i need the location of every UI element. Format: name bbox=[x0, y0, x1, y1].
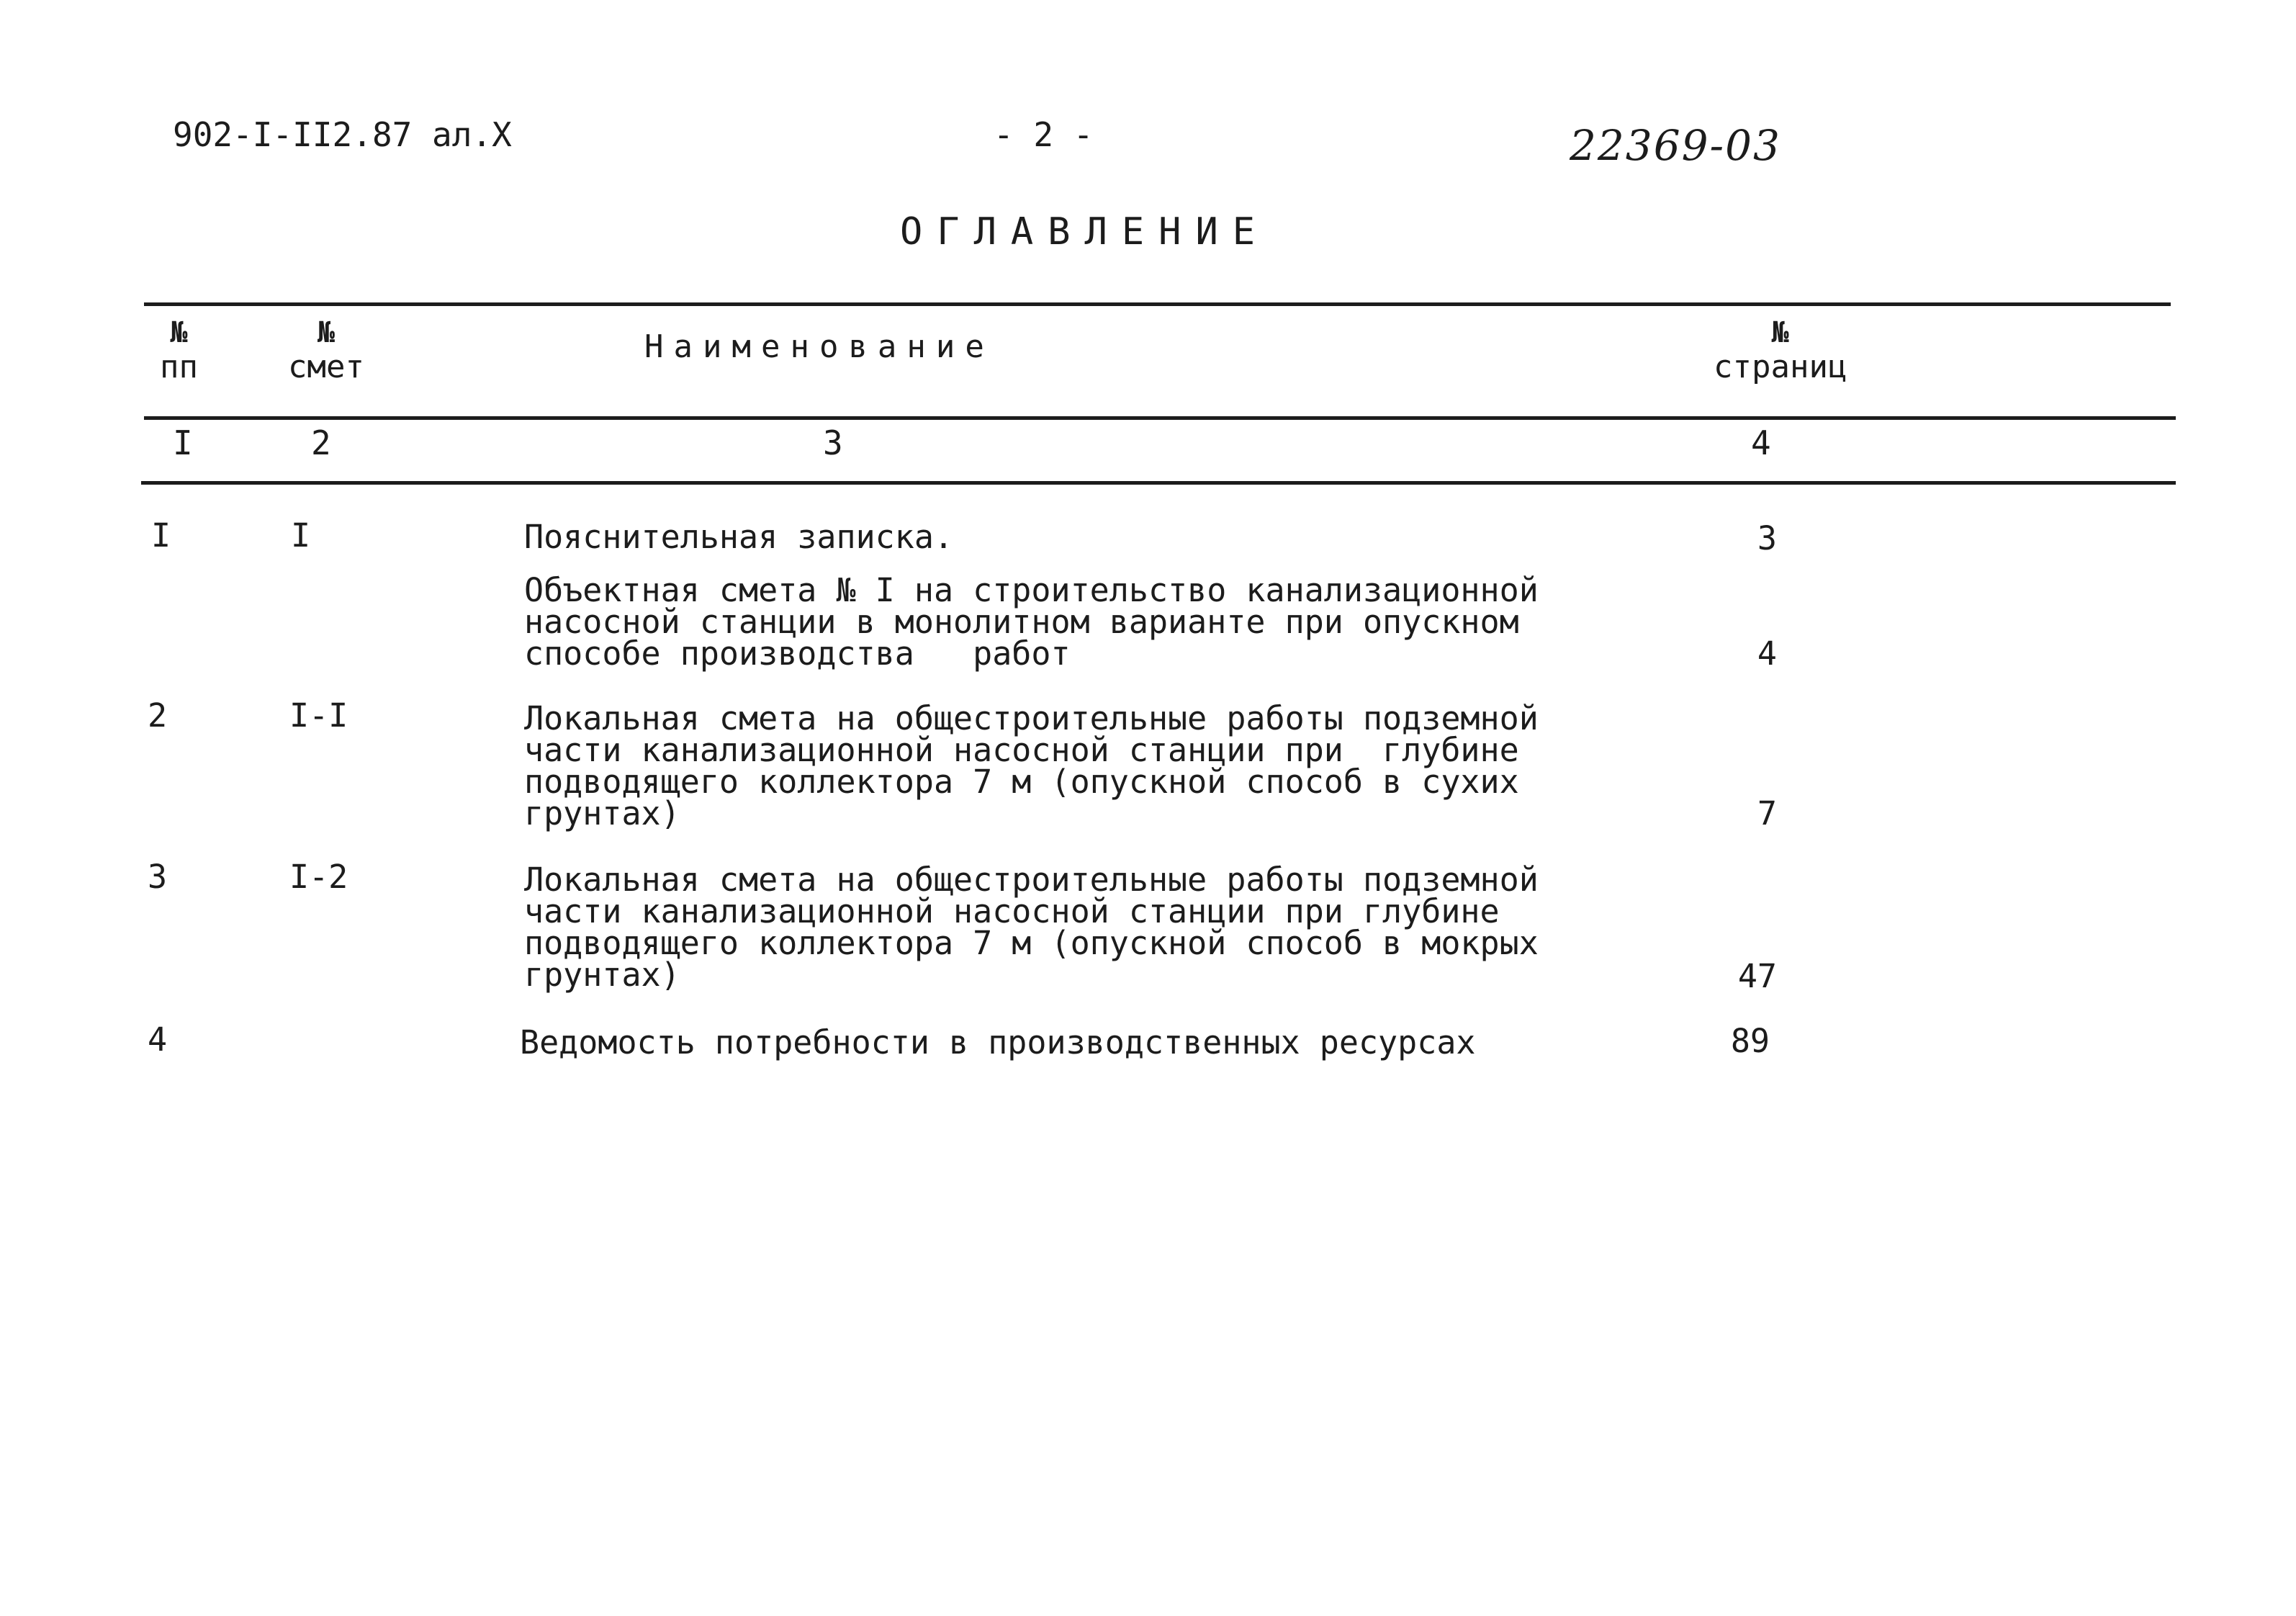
row-smet: I-I bbox=[289, 696, 348, 735]
column-number: I bbox=[173, 423, 193, 462]
table-header-rule bbox=[144, 416, 2176, 420]
row-page: 7 bbox=[1757, 794, 1777, 832]
column-number: 3 bbox=[823, 423, 843, 462]
document-code: 902-I-II2.87 ал.X bbox=[173, 115, 512, 154]
row-name: Локальная смета на общестроительные работы подземной части канализационной насосной станции при глубине подводящего коллектора 7 м (опускной способ в сухих грунтах) bbox=[524, 699, 1539, 832]
number-sign: № bbox=[170, 316, 188, 349]
row-name: Ведомость потребности в производственных ресурсах bbox=[520, 1023, 1476, 1061]
handwritten-archive-number: 22369-03 bbox=[1570, 121, 1781, 170]
table-numbering-rule bbox=[141, 481, 2176, 485]
row-smet: I-2 bbox=[289, 858, 348, 896]
column-header-pp bbox=[160, 315, 198, 385]
row-pp: 2 bbox=[148, 696, 168, 735]
column-header-label: смет bbox=[288, 349, 364, 385]
table-top-rule bbox=[144, 302, 2171, 306]
row-page: 4 bbox=[1757, 634, 1777, 673]
column-number: 2 bbox=[311, 423, 331, 462]
column-header-name: Наименование bbox=[644, 328, 994, 365]
page-number: - 2 - bbox=[994, 115, 1094, 154]
column-header-pages bbox=[1714, 315, 1847, 385]
row-page: 47 bbox=[1737, 957, 1777, 995]
row-name: Объектная смета № I на строительство канализационной насосной станции в монолитном варианте при опускном способе производства работ bbox=[524, 571, 1539, 673]
row-name: Локальная смета на общестроительные работы подземной части канализационной насосной станции при глубине подводящего коллектора 7 м (опускной способ в мокрых грунтах) bbox=[524, 861, 1539, 994]
row-pp: 4 bbox=[148, 1020, 168, 1059]
row-smet: I bbox=[291, 516, 311, 555]
row-pp: I bbox=[151, 516, 171, 555]
number-sign: № bbox=[317, 316, 336, 349]
page-title: ОГЛАВЛЕНИЕ bbox=[900, 210, 1270, 253]
number-sign: № bbox=[1771, 316, 1789, 349]
column-header-smet bbox=[288, 315, 364, 385]
column-header-label: пп bbox=[160, 349, 198, 385]
row-pp: 3 bbox=[148, 858, 168, 896]
row-page: 3 bbox=[1757, 519, 1777, 557]
column-number: 4 bbox=[1751, 423, 1771, 462]
row-page: 89 bbox=[1730, 1022, 1770, 1060]
row-name: Пояснительная записка. bbox=[524, 518, 954, 556]
column-header-label: страниц bbox=[1714, 349, 1847, 385]
